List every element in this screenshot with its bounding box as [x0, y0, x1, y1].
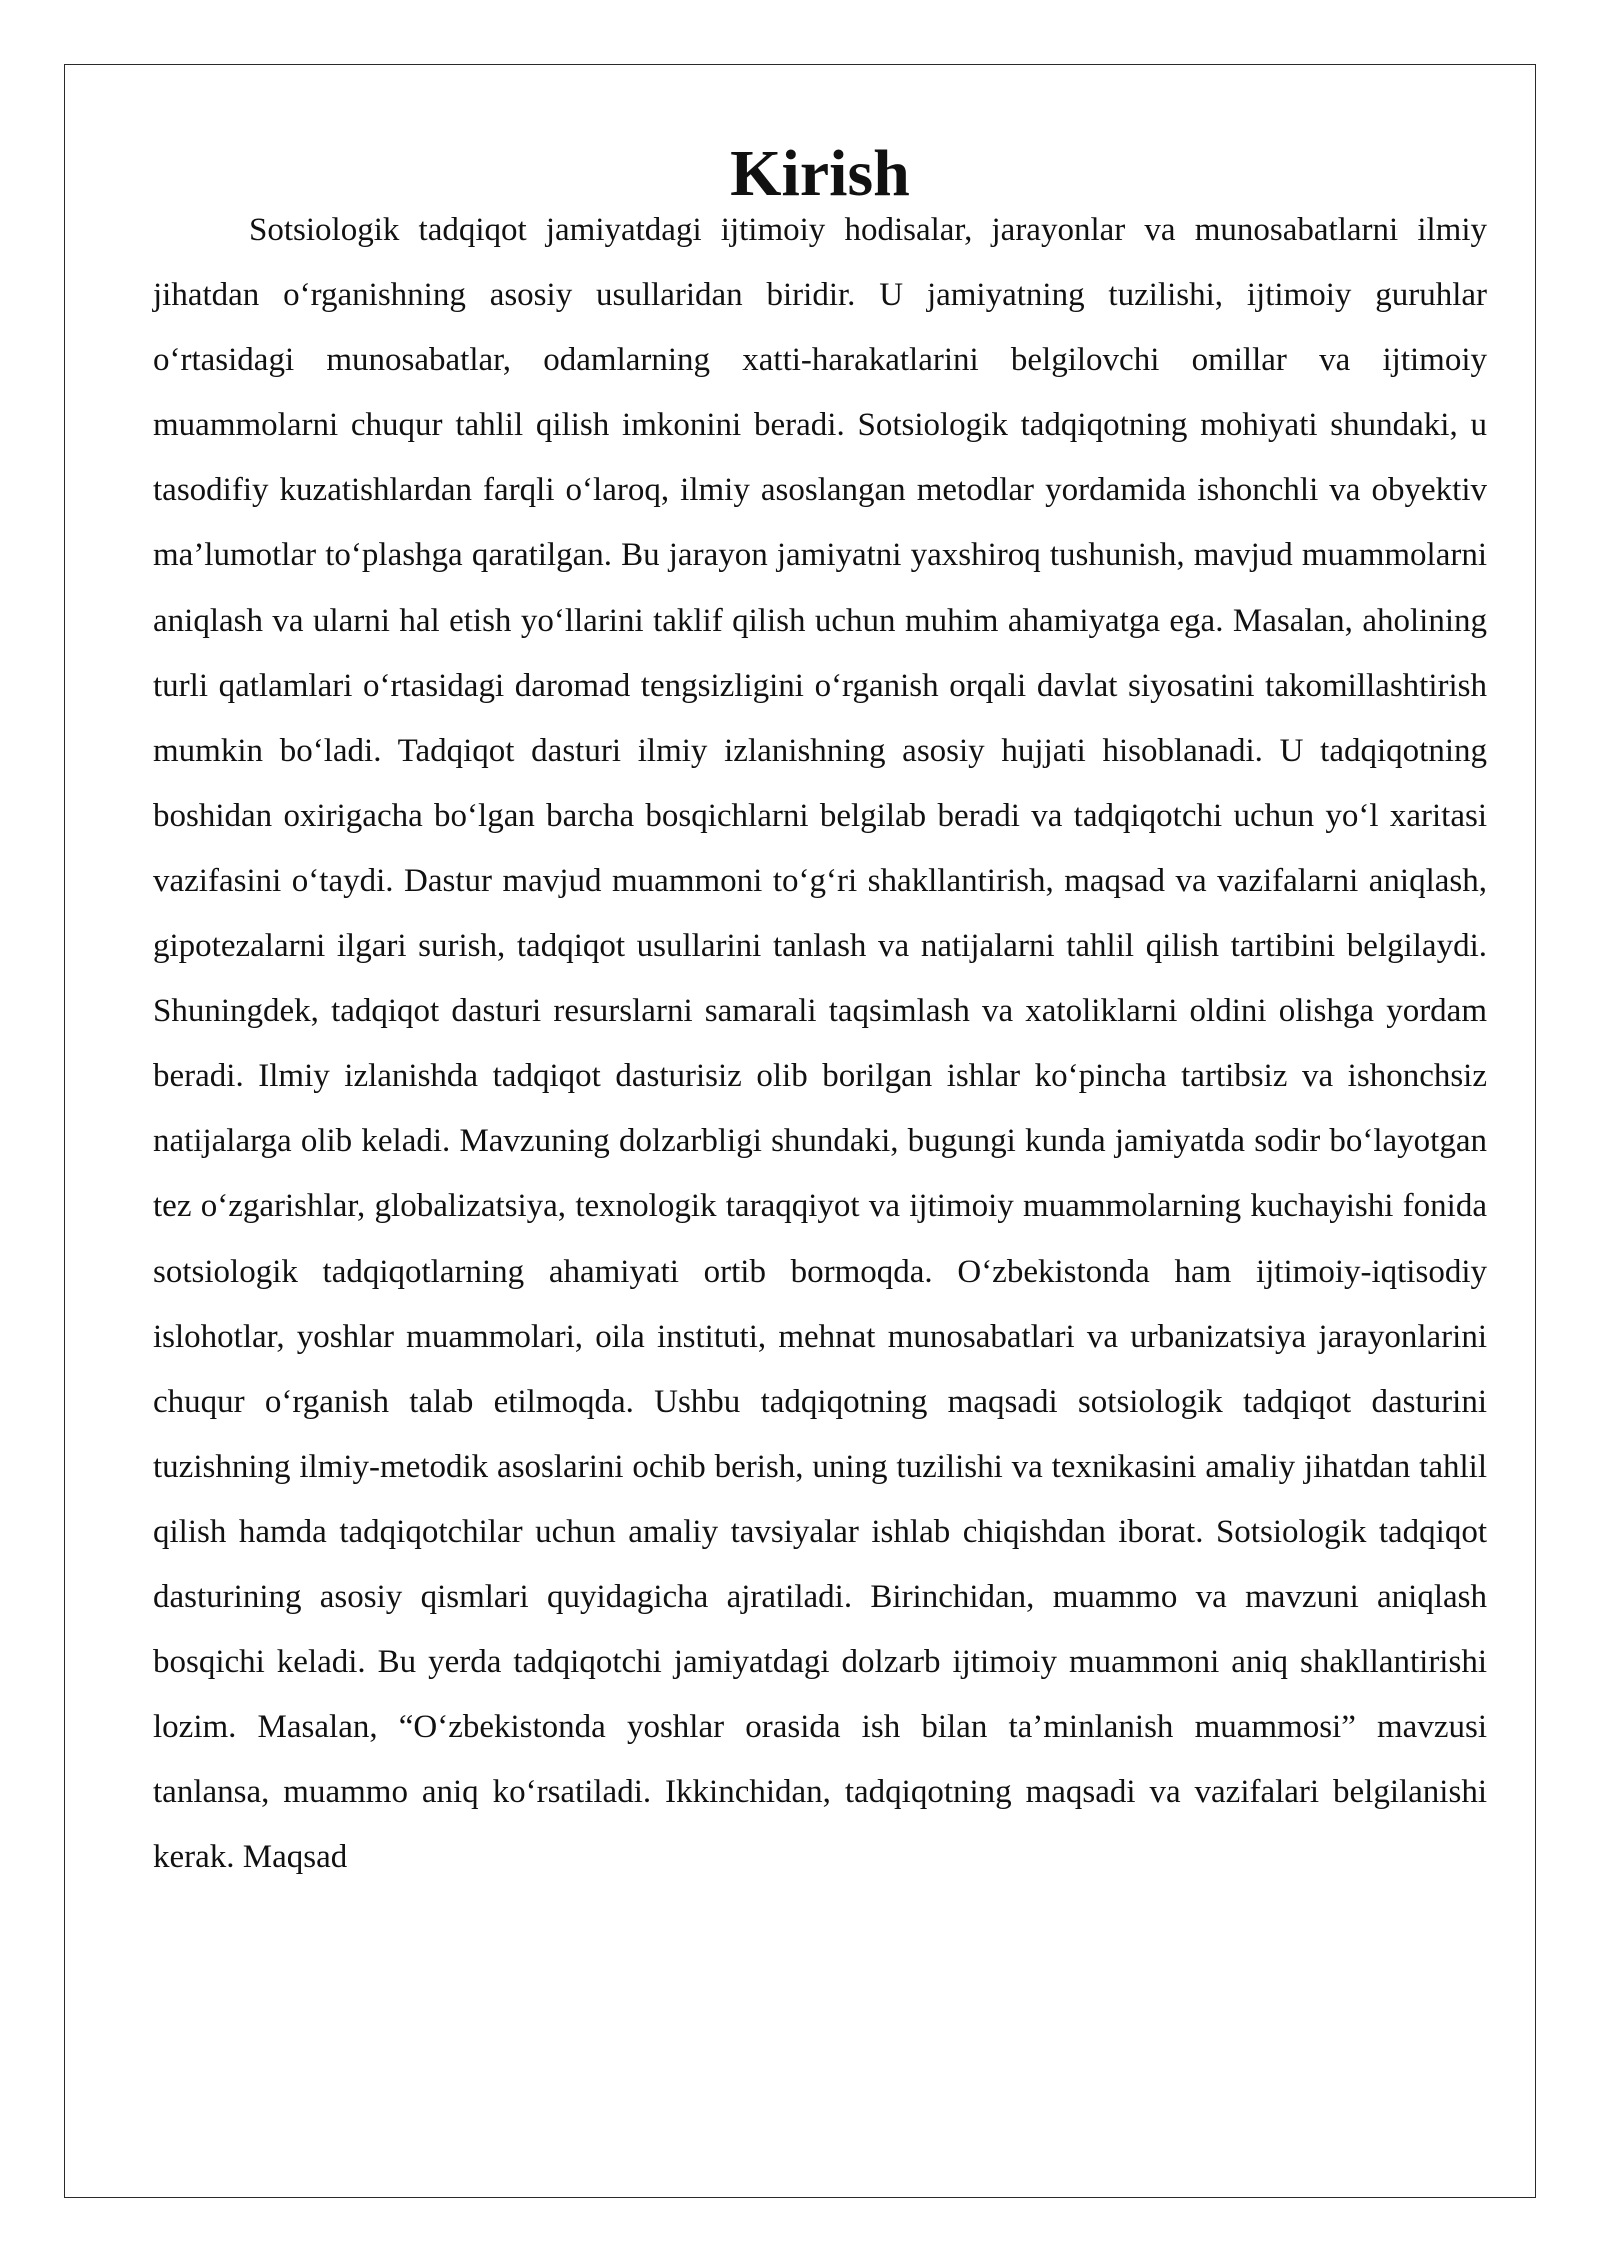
body-paragraph: Sotsiologik tadqiqot jamiyatdagi ijtimoiy hodisalar, jarayonlar va munosabatlarni ilmiy jihatdan o‘rganishning asosiy usullaridan biridir. U jamiyatning tuzilishi, ijtimoiy guruhlar o‘rtasidagi munosabatlar, odamlarning xatti-harakatlarini belgilovchi omillar va ijtimoiy muammolarni chuqur tahlil qilish imkonini beradi. Sotsiologik tadqiqotning mohiyati shundaki, u tasodifiy kuzatishlardan farqli o‘laroq, ilmiy asoslangan metodlar yordamida ishonchli va obyektiv ma’lumotlar to‘plashga qaratilgan. Bu jarayon jamiyatni yaxshiroq tushunish, mavjud muammolarni aniqlash va ularni hal etish yo‘llarini taklif qilish uchun muhim ahamiyatga ega. Masalan, aholining turli qatlamlari o‘rtasidagi daromad tengsizligini o‘rganish orqali davlat siyosatini takomillashtirish mumkin bo‘ladi. Tadqiqot dasturi ilmiy izlanishning asosiy hujjati hisoblanadi. U tadqiqotning boshidan oxirigacha bo‘lgan barcha bosqichlarni belgilab beradi va tadqiqotchi uchun yo‘l xaritasi vazifasini o‘taydi. Dastur mavjud muammoni to‘g‘ri shakllantirish, maqsad va vazifalarni aniqlash, gipotezalarni ilgari surish, tadqiqot usullarini tanlash va natijalarni tahlil qilish tartibini belgilaydi. Shuningdek, tadqiqot dasturi resurslarni samarali taqsimlash va xatoliklarni oldini olishga yordam beradi. Ilmiy izlanishda tadqiqot dasturisiz olib borilgan ishlar ko‘pincha tartibsiz va ishonchsiz natijalarga olib keladi. Mavzuning dolzarbligi shundaki, bugungi kunda jamiyatda sodir bo‘layotgan tez o‘zgarishlar, globalizatsiya, texnologik taraqqiyot va ijtimoiy muammolarning kuchayishi fonida sotsiologik tadqiqotlarning ahamiyati ortib bormoqda. O‘zbekistonda ham ijtimoiy-iqtisodiy islohotlar, yoshlar muammolari, oila instituti, mehnat munosabatlari va urbanizatsiya jarayonlarini chuqur o‘rganish talab etilmoqda. Ushbu tadqiqotning maqsadi sotsiologik tadqiqot dasturini tuzishning ilmiy-metodik asoslarini ochib berish, uning tuzilishi va texnikasini amaliy jihatdan tahlil qilish hamda tadqiqotchilar uchun amaliy tavsiyalar ishlab chiqishdan iborat. Sotsiologik tadqiqot dasturining asosiy qismlari quyidagicha ajratiladi. Birinchidan, muammo va mavzuni aniqlash bosqichi keladi. Bu yerda tadqiqotchi jamiyatdagi dolzarb ijtimoiy muammoni aniq shakllantirishi lozim. Masalan, “O‘zbekistonda yoshlar orasida ish bilan ta’minlanish muammosi” mavzusi tanlansa, muammo aniq ko‘rsatiladi. Ikkinchidan, tadqiqotning maqsadi va vazifalari belgilanishi kerak. Maqsad — [153, 212, 1487, 1876]
document-body — [153, 137, 1487, 1890]
document-title: Kirish — [730, 137, 910, 210]
